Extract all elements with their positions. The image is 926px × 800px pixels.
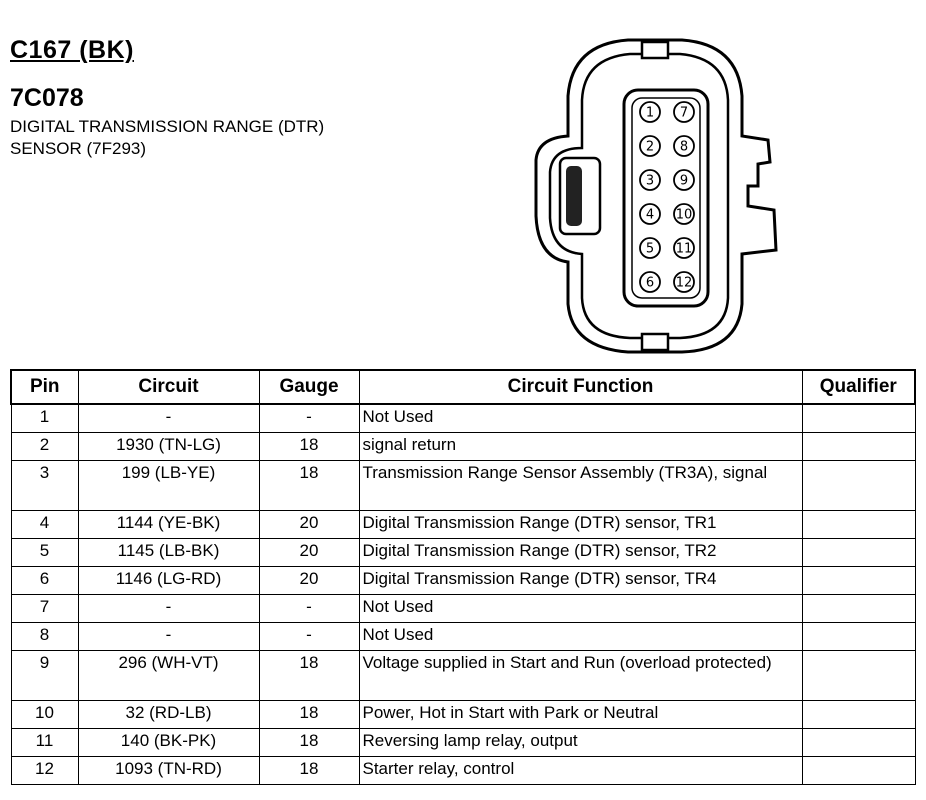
qualifier-cell (802, 623, 915, 651)
function-cell: Voltage supplied in Start and Run (overload protected) (359, 651, 802, 701)
gauge-cell: 20 (259, 539, 359, 567)
qualifier-cell (802, 404, 915, 433)
pin-cell: 10 (11, 701, 78, 729)
function-cell: Reversing lamp relay, output (359, 729, 802, 757)
pin-number-label: 8 (679, 139, 689, 155)
pin-number-label: 10 (675, 207, 693, 223)
table-row (11, 729, 915, 757)
pin-number-label: 5 (645, 241, 655, 257)
function-cell: Digital Transmission Range (DTR) sensor, TR1 (359, 511, 802, 539)
circuit-cell: 1144 (YE-BK) (78, 511, 259, 539)
description-line-2: SENSOR (7F293) (10, 139, 147, 158)
gauge-cell: 18 (259, 651, 359, 701)
circuit-cell: 32 (RD-LB) (78, 701, 259, 729)
gauge-cell: - (259, 404, 359, 433)
pin-number-label: 6 (645, 275, 655, 291)
gauge-cell: - (259, 623, 359, 651)
gauge-cell: - (259, 595, 359, 623)
qualifier-cell (802, 433, 915, 461)
pin-number-label: 11 (675, 241, 693, 257)
pin-cell: 4 (11, 511, 78, 539)
connector-face-diagram (530, 36, 780, 356)
function-cell: Not Used (359, 404, 802, 433)
table-row (11, 404, 915, 433)
pin-number-label: 2 (645, 139, 655, 155)
function-cell: Not Used (359, 623, 802, 651)
gauge-cell: 18 (259, 729, 359, 757)
pin-number-label: 3 (645, 173, 655, 189)
header-gauge: Gauge (259, 370, 359, 404)
circuit-cell: 1093 (TN-RD) (78, 757, 259, 785)
qualifier-cell (802, 651, 915, 701)
function-cell: Digital Transmission Range (DTR) sensor, TR2 (359, 539, 802, 567)
component-description (10, 116, 324, 160)
qualifier-cell (802, 511, 915, 539)
function-cell: Power, Hot in Start with Park or Neutral (359, 701, 802, 729)
pin-number-label: 9 (679, 173, 689, 189)
pinout-table (10, 369, 916, 785)
qualifier-cell (802, 729, 915, 757)
pin-cell: 2 (11, 433, 78, 461)
pin-cell: 1 (11, 404, 78, 433)
gauge-cell: 18 (259, 757, 359, 785)
gauge-cell: 18 (259, 701, 359, 729)
table-row (11, 757, 915, 785)
circuit-cell: 1146 (LG-RD) (78, 567, 259, 595)
pin-cell: 6 (11, 567, 78, 595)
connector-top-key (642, 42, 668, 58)
circuit-cell: - (78, 595, 259, 623)
pin-cell: 3 (11, 461, 78, 511)
table-row (11, 651, 915, 701)
header-qualifier: Qualifier (802, 370, 915, 404)
connector-latch-tab (566, 166, 582, 226)
circuit-cell: 1930 (TN-LG) (78, 433, 259, 461)
gauge-cell: 18 (259, 433, 359, 461)
gauge-cell: 20 (259, 567, 359, 595)
pin-number-label: 12 (675, 275, 693, 291)
pin-cell: 8 (11, 623, 78, 651)
part-number: 7C078 (10, 84, 84, 112)
table-row (11, 595, 915, 623)
circuit-cell: - (78, 623, 259, 651)
connector-bottom-key (642, 334, 668, 350)
qualifier-cell (802, 567, 915, 595)
gauge-cell: 20 (259, 511, 359, 539)
circuit-cell: 296 (WH-VT) (78, 651, 259, 701)
pin-number-label: 7 (679, 105, 689, 121)
function-cell: Transmission Range Sensor Assembly (TR3A), signal (359, 461, 802, 511)
qualifier-cell (802, 595, 915, 623)
circuit-cell: 199 (LB-YE) (78, 461, 259, 511)
pin-cell: 12 (11, 757, 78, 785)
table-row (11, 701, 915, 729)
header-pin: Pin (11, 370, 78, 404)
function-cell: Not Used (359, 595, 802, 623)
pin-cell: 7 (11, 595, 78, 623)
connector-title: C167 (BK) (10, 36, 134, 64)
circuit-cell: 1145 (LB-BK) (78, 539, 259, 567)
qualifier-cell (802, 701, 915, 729)
function-cell: signal return (359, 433, 802, 461)
circuit-cell: 140 (BK-PK) (78, 729, 259, 757)
pin-number-label: 4 (645, 207, 655, 223)
gauge-cell: 18 (259, 461, 359, 511)
pin-cavity-block (624, 90, 708, 306)
table-row (11, 511, 915, 539)
table-row (11, 461, 915, 511)
table-row (11, 567, 915, 595)
circuit-cell: - (78, 404, 259, 433)
pin-cell: 5 (11, 539, 78, 567)
table-row (11, 623, 915, 651)
table-header-row (11, 370, 915, 404)
qualifier-cell (802, 539, 915, 567)
function-cell: Digital Transmission Range (DTR) sensor, TR4 (359, 567, 802, 595)
function-cell: Starter relay, control (359, 757, 802, 785)
pin-cell: 9 (11, 651, 78, 701)
table-row (11, 539, 915, 567)
pin-cell: 11 (11, 729, 78, 757)
table-row (11, 433, 915, 461)
header-circuit-function: Circuit Function (359, 370, 802, 404)
header-circuit: Circuit (78, 370, 259, 404)
qualifier-cell (802, 757, 915, 785)
qualifier-cell (802, 461, 915, 511)
description-line-1: DIGITAL TRANSMISSION RANGE (DTR) (10, 117, 325, 136)
pin-number-label: 1 (645, 105, 655, 121)
